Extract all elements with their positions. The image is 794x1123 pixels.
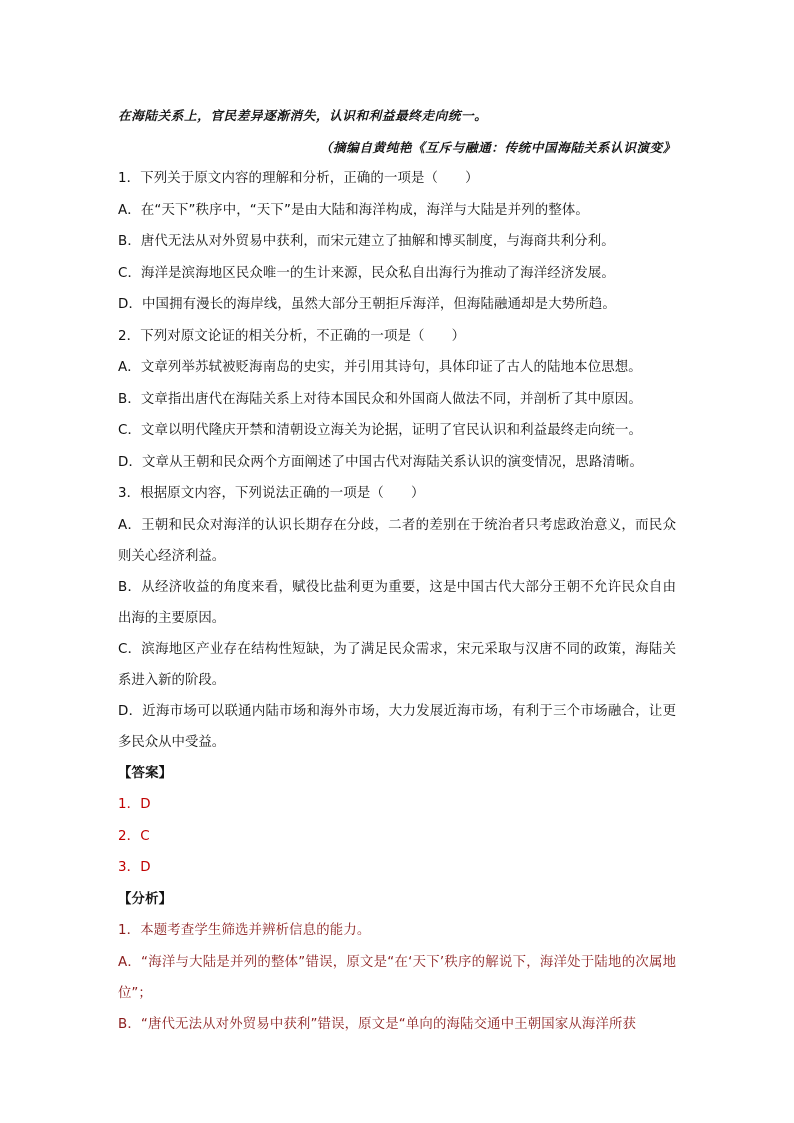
answer-1: 1．D: [118, 797, 151, 812]
question-3-option-a: A．王朝和民众对海洋的认识长期存在分歧，二者的差别在于统治者只考虑政治意义，而民众则关心经济利益。: [118, 517, 676, 564]
analysis-intro: 1．本题考查学生筛选并辨析信息的能力。: [118, 923, 371, 938]
passage-source: （摘编自黄纯艳《互斥与融通：传统中国海陆关系认识演变》: [319, 139, 676, 155]
question-3-option-d: D．近海市场可以联通内陆市场和海外市场，大力发展近海市场，有利于三个市场融合，让更多民众从中受益。: [118, 703, 676, 750]
passage-closing-line: 在海陆关系上，官民差异逐渐消失，认识和利益最终走向统一。: [118, 108, 488, 123]
analysis-item-a: A．“海洋与大陆是并列的整体”错误，原文是“在‘天下’秩序的解说下，海洋处于陆地的次属地位”；: [118, 954, 676, 1001]
question-3-option-c: C．滨海地区产业存在结构性短缺，为了满足民众需求，宋元采取与汉唐不同的政策，海陆关系进入新的阶段。: [118, 641, 676, 688]
question-2-option-b: B．文章指出唐代在海陆关系上对待本国民众和外国商人做法不同，并剖析了其中原因。: [118, 391, 642, 407]
document-content: [118, 100, 676, 1040]
answer-3: 3．D: [118, 860, 151, 875]
question-2-option-d: D．文章从王朝和民众两个方面阐述了中国古代对海陆关系认识的演变情况，思路清晰。: [118, 454, 644, 470]
answer-heading: 【答案】: [118, 765, 173, 781]
question-1-option-c: C．海洋是滨海地区民众唯一的生计来源，民众私自出海行为推动了海洋经济发展。: [118, 265, 615, 281]
question-1-stem: 1．下列关于原文内容的理解和分析，正确的一项是（ ）: [118, 171, 479, 186]
question-2-option-c: C．文章以明代隆庆开禁和清朝设立海关为论据，证明了官民认识和利益最终走向统一。: [118, 423, 643, 438]
question-1-option-a: A．在“天下”秩序中，“天下”是由大陆和海洋构成，海洋与大陆是并列的整体。: [118, 202, 589, 218]
question-1-option-d: D．中国拥有漫长的海岸线，虽然大部分王朝拒斥海洋，但海陆融通却是大势所趋。: [118, 297, 616, 312]
question-1-option-b: B．唐代无法从对外贸易中获利，而宋元建立了抽解和博买制度，与海商共利分利。: [118, 234, 615, 249]
question-2-stem: 2．下列对原文论证的相关分析，不正确的一项是（ ）: [118, 328, 466, 344]
answer-2: 2．C: [118, 828, 150, 844]
question-2-option-a: A．文章列举苏轼被贬海南岛的史实，并引用其诗句，具体印证了古人的陆地本位思想。: [118, 360, 642, 375]
question-3-option-b: B．从经济收益的角度来看，赋役比盐利更为重要，这是中国古代大部分王朝不允许民众自由出海的主要原因。: [118, 579, 676, 626]
question-3-stem: 3．根据原文内容，下列说法正确的一项是（ ）: [118, 486, 425, 501]
analysis-item-b: B．“唐代无法从对外贸易中获利”错误，原文是“单向的海陆交通中王朝国家从海洋所获: [118, 1016, 637, 1032]
analysis-heading: 【分析】: [118, 891, 173, 907]
